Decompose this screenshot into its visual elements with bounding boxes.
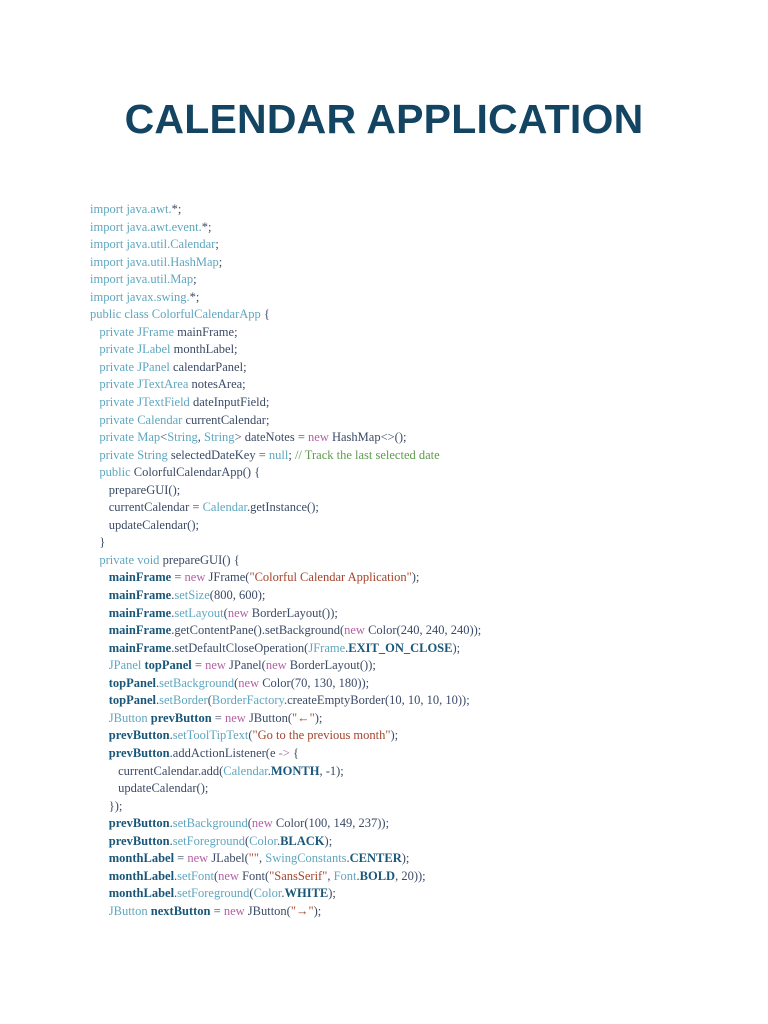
code-token: JFrame xyxy=(308,640,346,655)
code-line xyxy=(90,447,750,465)
code-token: "→" xyxy=(290,903,314,918)
code-token: = xyxy=(174,851,188,866)
code-token: . xyxy=(174,868,178,883)
code-token: { xyxy=(260,307,270,322)
code-token: = xyxy=(191,658,206,673)
code-token: JFrame( xyxy=(208,570,250,585)
code-line xyxy=(90,271,750,289)
code-token: BOLD xyxy=(359,868,396,883)
code-token: "←" xyxy=(292,710,315,725)
code-token: . xyxy=(169,728,173,743)
code-token: ; xyxy=(193,272,197,287)
code-token: Color xyxy=(253,886,282,901)
code-token: JPanel xyxy=(108,658,145,673)
code-line xyxy=(90,412,750,430)
code-token: "SansSerif" xyxy=(269,868,328,883)
code-token: Font( xyxy=(242,868,270,883)
code-token: > dateNotes = xyxy=(234,430,309,445)
code-token: notesArea; xyxy=(191,377,246,392)
code-token: import javax.swing. xyxy=(90,289,190,304)
code-token: null xyxy=(268,447,289,462)
code-token: new xyxy=(223,903,248,918)
code-token: Font xyxy=(333,868,357,883)
code-token: . xyxy=(267,763,271,778)
code-token: = xyxy=(210,903,224,918)
code-token: = xyxy=(211,710,225,725)
code-token: mainFrame; xyxy=(177,324,238,339)
code-token: } xyxy=(99,535,106,550)
code-token: setToolTipText xyxy=(172,728,249,743)
code-token: BorderFactory xyxy=(211,693,284,708)
code-line xyxy=(90,552,750,570)
code-token: currentCalendar; xyxy=(185,412,270,427)
code-token: JButton( xyxy=(247,903,291,918)
code-token: setFont xyxy=(177,868,214,883)
code-token: .setDefaultCloseOperation( xyxy=(171,640,309,655)
code-line xyxy=(90,341,750,359)
code-token: *; xyxy=(189,289,200,304)
code-token: currentCalendar = xyxy=(108,500,203,515)
code-token: currentCalendar.add( xyxy=(118,763,224,778)
code-token: JLabel( xyxy=(211,851,249,866)
code-token: , xyxy=(259,851,266,866)
code-token: prevButton xyxy=(108,728,170,743)
code-token: . xyxy=(169,816,173,831)
code-token: . xyxy=(345,640,349,655)
code-token: ColorfulCalendarApp() { xyxy=(133,465,261,480)
code-token: prepareGUI(); xyxy=(108,482,181,497)
code-token: private void xyxy=(99,552,163,567)
code-token: mainFrame xyxy=(108,588,172,603)
code-token: ); xyxy=(401,851,410,866)
code-line xyxy=(90,359,750,377)
code-line xyxy=(90,675,750,693)
code-line xyxy=(90,903,750,921)
code-token: BorderLayout()); xyxy=(251,605,338,620)
code-token: setBackground xyxy=(159,675,235,690)
code-token: , xyxy=(327,868,334,883)
code-token: import java.util.Map xyxy=(90,272,194,287)
code-line xyxy=(90,710,750,728)
code-token: private JFrame xyxy=(99,324,178,339)
code-token: mainFrame xyxy=(108,623,172,638)
code-token: . xyxy=(169,833,173,848)
code-line xyxy=(90,236,750,254)
code-token: new xyxy=(218,868,243,883)
code-token: new xyxy=(224,710,249,725)
code-token: new xyxy=(187,851,212,866)
code-token: topPanel xyxy=(144,658,192,673)
code-line xyxy=(90,534,750,552)
code-token: prevButton xyxy=(108,833,170,848)
code-line xyxy=(90,850,750,868)
code-token: Color(240, 240, 240)); xyxy=(368,623,482,638)
code-line xyxy=(90,289,750,307)
code-line xyxy=(90,517,750,535)
code-line xyxy=(90,868,750,886)
code-token: setForeground xyxy=(177,886,250,901)
code-token: ( xyxy=(223,605,228,620)
code-token: MONTH xyxy=(270,763,320,778)
code-token: mainFrame xyxy=(108,605,172,620)
code-token: BorderLayout()); xyxy=(289,658,376,673)
code-line xyxy=(90,376,750,394)
code-token: private String xyxy=(99,447,171,462)
code-line xyxy=(90,306,750,324)
code-line xyxy=(90,745,750,763)
code-token: Color(100, 149, 237)); xyxy=(275,816,390,831)
code-token: ; xyxy=(218,254,223,269)
code-token: setLayout xyxy=(174,605,224,620)
code-line xyxy=(90,885,750,903)
code-token: ); xyxy=(313,903,322,918)
code-token: prepareGUI() { xyxy=(162,552,240,567)
code-token: private Calendar xyxy=(99,412,186,427)
code-token: Color(70, 130, 180)); xyxy=(262,675,370,690)
code-token: monthLabel xyxy=(108,851,175,866)
code-token: JButton xyxy=(108,903,151,918)
code-token: .getInstance(); xyxy=(247,500,319,515)
code-token: HashMap<>(); xyxy=(331,430,407,445)
code-token: "Colorful Calendar Application" xyxy=(249,570,412,585)
code-token: import java.awt. xyxy=(90,202,172,216)
code-token: selectedDateKey = xyxy=(170,447,269,462)
code-token: , -1); xyxy=(319,763,344,778)
document-title: CALENDAR APPLICATION xyxy=(124,96,644,142)
code-token: ); xyxy=(411,570,420,585)
code-token: ( xyxy=(248,728,253,743)
code-token: private JTextField xyxy=(99,395,193,410)
code-token: // Track the last selected date xyxy=(294,447,440,462)
code-token: CENTER xyxy=(349,851,402,866)
code-line xyxy=(90,815,750,833)
code-token: private JTextArea xyxy=(99,377,192,392)
code-token: import java.util.Calendar xyxy=(90,237,216,252)
code-token: calendarPanel; xyxy=(172,359,247,374)
code-token: new xyxy=(265,658,290,673)
code-token: . xyxy=(356,868,360,883)
code-token: ); xyxy=(314,710,323,725)
code-line xyxy=(90,587,750,605)
code-token: new xyxy=(227,605,252,620)
code-token: .addActionListener(e xyxy=(169,745,279,760)
code-token: ( xyxy=(247,816,252,831)
code-token: import java.util.HashMap xyxy=(90,254,219,269)
code-token: .getContentPane().setBackground( xyxy=(171,623,345,638)
code-token: dateInputField; xyxy=(192,395,270,410)
code-token: ( xyxy=(244,833,250,848)
code-token: private JPanel xyxy=(99,359,173,374)
code-line xyxy=(90,605,750,623)
code-token: . xyxy=(174,886,178,901)
code-token: BLACK xyxy=(280,833,325,848)
code-token: monthLabel xyxy=(108,886,175,901)
code-token: mainFrame xyxy=(108,640,172,655)
code-token: nextButton xyxy=(150,903,211,918)
code-token: public class ColorfulCalendarApp xyxy=(90,307,261,322)
code-token: ); xyxy=(328,886,336,901)
code-token: prevButton xyxy=(108,816,170,831)
code-line xyxy=(90,780,750,798)
code-line xyxy=(90,201,750,219)
code-token: ( xyxy=(207,693,212,708)
code-token: "" xyxy=(248,851,260,866)
code-token: topPanel xyxy=(108,693,156,708)
code-token: *; xyxy=(201,219,212,234)
code-line xyxy=(90,482,750,500)
code-token: .createEmptyBorder(10, 10, 10, 10)); xyxy=(283,693,470,708)
code-token: String xyxy=(204,430,235,445)
code-token: import java.awt.event. xyxy=(90,219,202,234)
code-token: public xyxy=(99,465,134,480)
code-token: ( xyxy=(249,886,254,901)
code-token: . xyxy=(276,833,281,848)
code-line xyxy=(90,254,750,272)
code-line xyxy=(90,324,750,342)
code-token: . xyxy=(346,851,350,866)
code-line xyxy=(90,763,750,781)
code-line xyxy=(90,219,750,237)
code-line xyxy=(90,798,750,816)
code-token: . xyxy=(171,605,175,620)
code-token: new xyxy=(344,623,369,638)
code-token: String xyxy=(167,430,198,445)
code-token: ( xyxy=(234,675,239,690)
code-line xyxy=(90,833,750,851)
code-token: new xyxy=(238,675,263,690)
code-token: ); xyxy=(452,640,461,655)
code-line xyxy=(90,569,750,587)
code-token: monthLabel; xyxy=(173,342,238,357)
code-line xyxy=(90,657,750,675)
code-token: EXIT_ON_CLOSE xyxy=(348,640,453,655)
code-token: WHITE xyxy=(284,886,329,901)
code-token: updateCalendar(); xyxy=(108,517,199,532)
code-token: . xyxy=(155,675,160,690)
code-token: , 20)); xyxy=(395,868,426,883)
code-token: "Go to the previous month" xyxy=(252,728,391,743)
code-token: monthLabel xyxy=(108,868,175,883)
code-token: private Map xyxy=(99,430,161,445)
code-line xyxy=(90,622,750,640)
code-token: . xyxy=(281,886,285,901)
code-token: -> xyxy=(278,745,290,760)
code-line xyxy=(90,394,750,412)
code-line xyxy=(90,727,750,745)
code-token: mainFrame xyxy=(108,570,172,585)
code-token: new xyxy=(251,816,276,831)
code-line xyxy=(90,429,750,447)
code-token: }); xyxy=(108,798,123,813)
code-token: setSize xyxy=(174,588,210,603)
code-token: setForeground xyxy=(172,833,245,848)
code-line xyxy=(90,692,750,710)
code-token: *; xyxy=(171,202,182,216)
code-token: new xyxy=(308,430,332,445)
code-token: Color xyxy=(249,833,277,848)
code-token: new xyxy=(205,658,230,673)
code-token: ( xyxy=(213,868,219,883)
code-token: < xyxy=(160,430,168,445)
code-token: prevButton xyxy=(150,710,212,725)
code-token: updateCalendar(); xyxy=(118,781,209,796)
code-block xyxy=(90,201,750,920)
code-token: JPanel( xyxy=(229,658,266,673)
code-token: setBackground xyxy=(172,816,248,831)
code-token: = xyxy=(171,570,185,585)
code-token: ; xyxy=(215,237,219,252)
code-token: , xyxy=(197,430,204,445)
code-token: Calendar xyxy=(202,500,247,515)
code-line xyxy=(90,640,750,658)
code-token: ); xyxy=(390,728,399,743)
code-token: prevButton xyxy=(108,745,170,760)
code-token: new xyxy=(184,570,209,585)
code-token: { xyxy=(289,745,299,760)
code-token: topPanel xyxy=(108,675,156,690)
code-line xyxy=(90,464,750,482)
code-line xyxy=(90,499,750,517)
code-token: ); xyxy=(324,833,333,848)
code-token: . xyxy=(171,588,175,603)
code-token: SwingConstants xyxy=(265,851,347,866)
code-token: JButton( xyxy=(248,710,292,725)
code-token: ; xyxy=(288,447,295,462)
code-token: (800, 600); xyxy=(209,588,266,603)
code-token: . xyxy=(155,693,160,708)
code-token: JButton xyxy=(108,710,151,725)
code-token: setBorder xyxy=(159,693,208,708)
code-token: Calendar xyxy=(223,763,268,778)
code-token: private JLabel xyxy=(99,342,174,357)
